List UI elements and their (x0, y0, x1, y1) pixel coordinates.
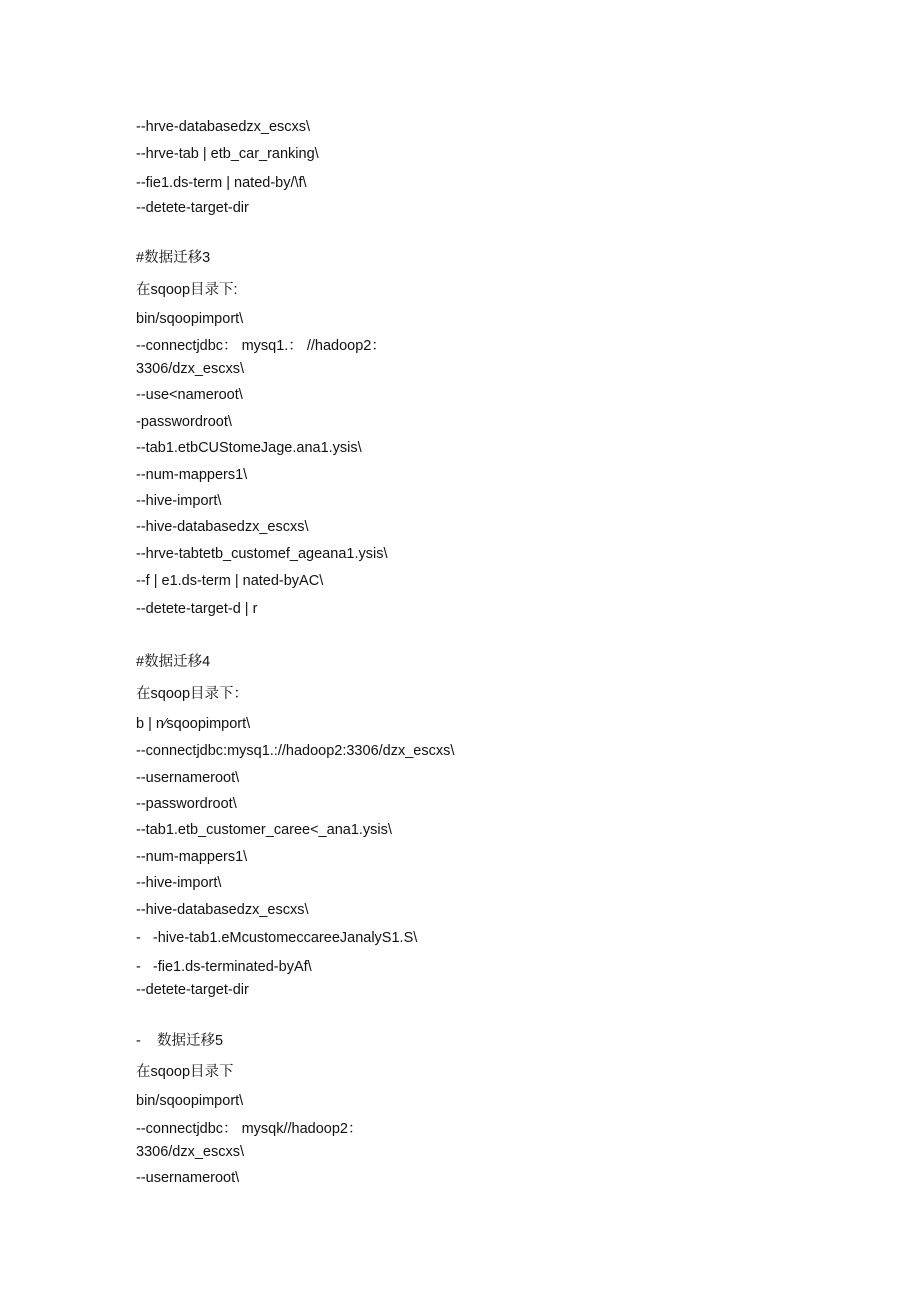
text-line: --connectjdbc： mysq1.： //hadoop2： (136, 338, 386, 354)
section-heading: #数据迁移3 (136, 250, 211, 266)
text-line: --tab1.etbCUStomeJage.ana1.ysis\ (136, 440, 362, 456)
text-line: --connectjdbc:mysq1.://hadoop2:3306/dzx_escxs\ (136, 743, 455, 759)
text-line: --detete-target-d | r (136, 601, 258, 617)
text-line: --hive-import\ (136, 493, 222, 509)
text-line: --num-mappers1\ (136, 467, 248, 483)
text-line: --use<nameroot\ (136, 387, 243, 403)
text-line: 在sqoop目录下: (136, 282, 238, 298)
text-line: --tab1.etb_customer_caree<_ana1.ysis\ (136, 822, 392, 838)
text-line: --hrve-tab | etb_car_ranking\ (136, 146, 319, 162)
text-line: --fie1.ds-term | nated-by/\f\ (136, 175, 307, 191)
text-line: -passwordroot\ (136, 414, 232, 430)
text-line: 在sqoop目录下 (136, 1064, 234, 1080)
text-line: --connectjdbc： mysqk//hadoop2： (136, 1121, 363, 1137)
text-line: --hive-import\ (136, 875, 222, 891)
text-line: --hrve-databasedzx_escxs\ (136, 119, 311, 135)
text-line: b | n⁄sqoopimport\ (136, 716, 251, 732)
text-line: --passwordroot\ (136, 796, 237, 812)
text-line: --f | e1.ds-term | nated-byAC\ (136, 573, 324, 589)
text-line: 3306/dzx_escxs\ (136, 1144, 245, 1160)
text-line: - -fie1.ds-terminated-byAf\ (136, 959, 312, 975)
text-line: --usernameroot\ (136, 1170, 240, 1186)
text-line: - -hive-tab1.eMcustomeccareeJanalyS1.S\ (136, 930, 418, 946)
text-line: --hive-databasedzx_escxs\ (136, 902, 309, 918)
text-line: bin/sqoopimport\ (136, 1093, 244, 1109)
text-line: --detete-target-dir (136, 200, 249, 216)
text-line: --detete-target-dir (136, 982, 249, 998)
text-line: bin/sqoopimport\ (136, 311, 244, 327)
text-line: --usernameroot\ (136, 770, 240, 786)
text-line: --num-mappers1\ (136, 849, 248, 865)
text-line: --hrve-tabtetb_customef_ageana1.ysis\ (136, 546, 388, 562)
text-line: 在sqoop目录下： (136, 686, 249, 702)
section-heading: #数据迁移4 (136, 654, 211, 670)
text-line: 3306/dzx_escxs\ (136, 361, 245, 377)
section-heading: - 数据迁移5 (136, 1033, 224, 1049)
text-line: --hive-databasedzx_escxs\ (136, 519, 309, 535)
